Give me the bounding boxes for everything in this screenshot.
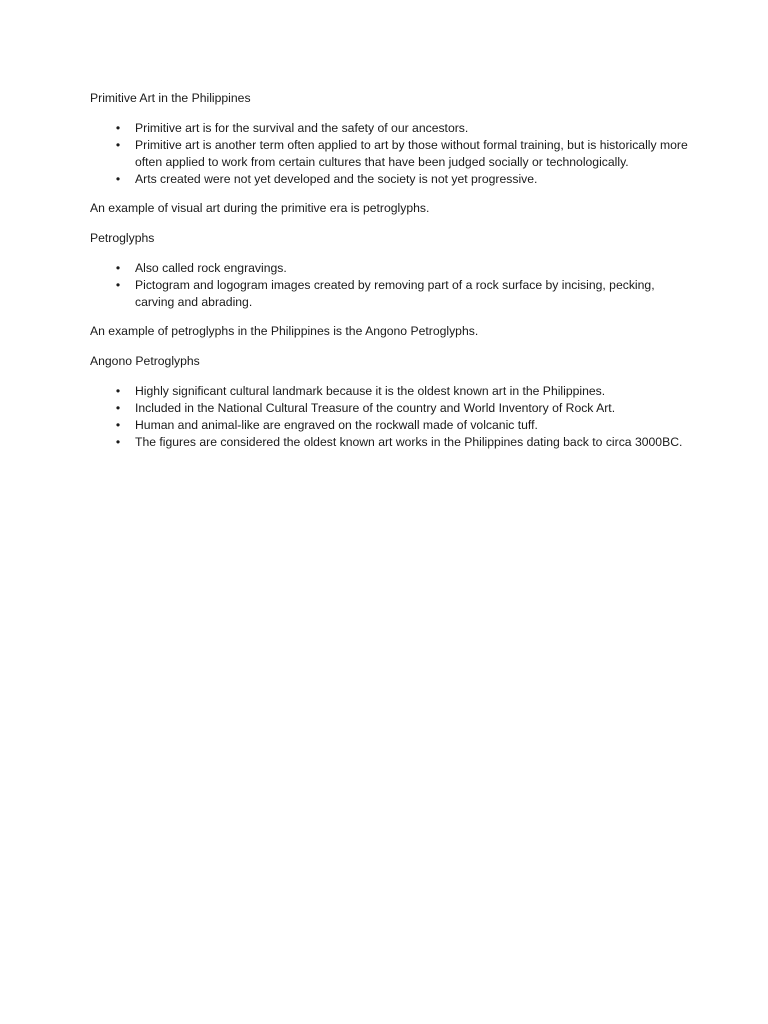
list-item-text: Arts created were not yet developed and the society is not yet progressive. bbox=[135, 172, 538, 186]
bullet-list-angono-petroglyphs bbox=[90, 383, 690, 451]
list-item-text: Primitive art is for the survival and the safety of our ancestors. bbox=[135, 121, 469, 135]
list-item bbox=[90, 120, 690, 137]
list-item-text: Also called rock engravings. bbox=[135, 261, 287, 275]
bullet-icon: • bbox=[115, 435, 121, 449]
list-item-text: Included in the National Cultural Treasure of the country and World Inventory of Rock Art. bbox=[135, 401, 616, 415]
document-body bbox=[90, 90, 690, 463]
list-item-text: Primitive art is another term often applied to art by those without formal training, but is historically more often applied to work from certain cultures that have been judged socially or technologically. bbox=[135, 138, 688, 169]
list-item bbox=[90, 383, 690, 400]
list-item-text: Pictogram and logogram images created by removing part of a rock surface by incising, pecking, carving and abrading. bbox=[135, 278, 655, 309]
list-item-text: Human and animal-like are engraved on the rockwall made of volcanic tuff. bbox=[135, 418, 538, 432]
bullet-icon: • bbox=[115, 418, 121, 432]
list-item bbox=[90, 137, 690, 171]
list-item-text: Highly significant cultural landmark because it is the oldest known art in the Philippines. bbox=[135, 384, 606, 398]
bullet-icon: • bbox=[115, 121, 121, 135]
section-heading-primitive-art: Primitive Art in the Philippines bbox=[90, 91, 251, 105]
bullet-icon: • bbox=[115, 278, 121, 292]
section-heading-angono-petroglyphs: Angono Petroglyphs bbox=[90, 354, 200, 368]
bullet-icon: • bbox=[115, 261, 121, 275]
list-item bbox=[90, 260, 690, 277]
section-heading-petroglyphs: Petroglyphs bbox=[90, 231, 155, 245]
paragraph-primitive-example: An example of visual art during the primitive era is petroglyphs. bbox=[90, 201, 430, 215]
bullet-icon: • bbox=[115, 401, 121, 415]
list-item bbox=[90, 171, 690, 188]
list-item bbox=[90, 434, 690, 451]
bullet-icon: • bbox=[115, 384, 121, 398]
paragraph-petroglyphs-example: An example of petroglyphs in the Philippines is the Angono Petroglyphs. bbox=[90, 324, 479, 338]
list-item bbox=[90, 417, 690, 434]
bullet-list-primitive-art bbox=[90, 120, 690, 188]
bullet-icon: • bbox=[115, 172, 121, 186]
bullet-icon: • bbox=[115, 138, 121, 152]
list-item-text: The figures are considered the oldest known art works in the Philippines dating back to circa 3000BC. bbox=[135, 435, 683, 449]
list-item bbox=[90, 400, 690, 417]
list-item bbox=[90, 277, 690, 311]
bullet-list-petroglyphs bbox=[90, 260, 690, 311]
